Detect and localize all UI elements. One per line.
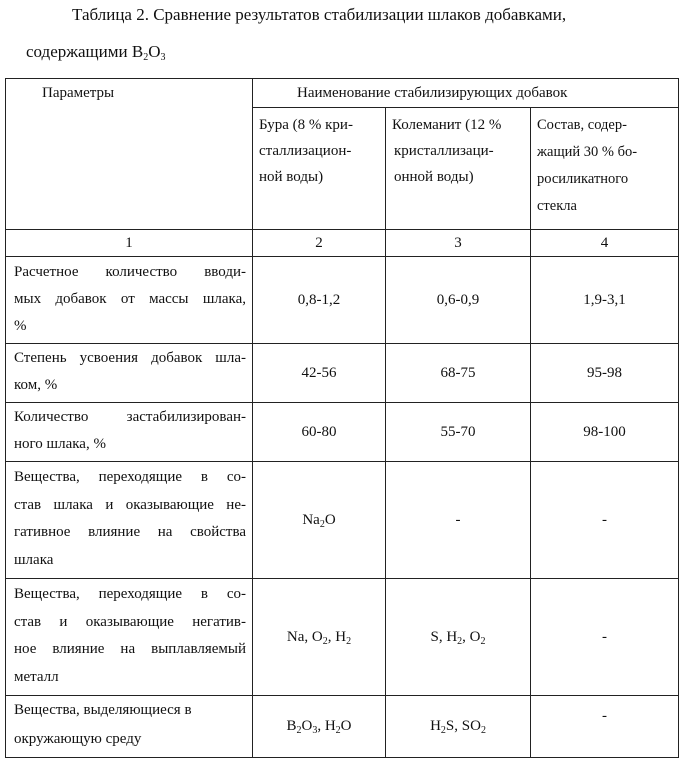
param-line: став и оказывающие негатив-	[14, 609, 246, 637]
header-line: стекла	[537, 193, 674, 220]
param-line: Степень усвоения добавок шла-	[14, 345, 246, 372]
value-cell: -	[531, 579, 679, 696]
value-cell	[253, 579, 386, 696]
param-line: металл	[14, 664, 246, 692]
column-number: 1	[6, 230, 253, 257]
param-line: Вещества, переходящие в со-	[14, 464, 246, 492]
value-cell: -	[386, 462, 531, 579]
header-line: Колеманит (12 %	[392, 112, 526, 138]
value-cell: -	[531, 462, 679, 579]
value-cell: -	[531, 696, 679, 758]
param-line: Вещества, переходящие в со-	[14, 581, 246, 609]
header-params: Параметры	[6, 79, 252, 104]
value-cell: 55-70	[386, 403, 531, 462]
formula-part: , H	[328, 629, 346, 645]
value-cell: 95-98	[531, 344, 679, 403]
formula-part: O	[341, 718, 352, 734]
value-cell	[253, 696, 386, 758]
header-kolemanit-cell	[386, 108, 531, 230]
formula-sub: 2	[323, 636, 328, 647]
formula-part: S, SO	[446, 718, 481, 734]
value-cell: 1,9-3,1	[531, 257, 679, 344]
param-line: ное влияние на выплавляемый	[14, 636, 246, 664]
formula-part: Na, O	[287, 629, 323, 645]
formula-part: B	[286, 718, 296, 734]
header-group-cell	[253, 79, 679, 108]
value-cell: 68-75	[386, 344, 531, 403]
formula-sub: 2	[481, 725, 486, 736]
param-cell	[6, 257, 253, 344]
param-line: Вещества, выделяющиеся в	[14, 696, 246, 725]
param-line: ного шлака, %	[14, 431, 246, 458]
caption-text: содержащими B	[26, 42, 143, 61]
param-line: Расчетное количество вводи-	[14, 259, 246, 286]
param-line: став шлака и оказывающие не-	[14, 492, 246, 520]
param-line: ком, %	[14, 372, 246, 399]
table-row	[6, 696, 679, 758]
formula-sub: 2	[481, 636, 486, 647]
value-cell: 60-80	[253, 403, 386, 462]
comparison-table	[5, 78, 679, 758]
header-line: Состав, содер-	[537, 112, 674, 139]
table-row	[6, 462, 679, 579]
value-cell	[386, 696, 531, 758]
param-line: шлака	[14, 547, 246, 575]
table-row	[6, 257, 679, 344]
value-cell	[386, 579, 531, 696]
header-line: сталлизацион-	[259, 138, 381, 164]
formula-sub: 2	[457, 636, 462, 647]
header-line: росиликатного	[537, 166, 674, 193]
value-cell: 42-56	[253, 344, 386, 403]
header-line: ной воды)	[259, 164, 381, 190]
param-cell	[6, 696, 253, 758]
value-cell: 0,8-1,2	[253, 257, 386, 344]
header-bura-cell	[253, 108, 386, 230]
header-line: онной воды)	[392, 164, 526, 190]
table-header-row	[6, 79, 679, 108]
header-line: Бура (8 % кри-	[259, 112, 381, 138]
header-line: кристаллизаци-	[392, 138, 526, 164]
caption-sub: 3	[160, 52, 165, 63]
header-group: Наименование стабилизирующих добавок	[253, 79, 678, 104]
formula-sub: 2	[320, 519, 325, 530]
formula-sub: 2	[336, 725, 341, 736]
header-line: жащий 30 % бо-	[537, 139, 674, 166]
formula-part: , O	[462, 629, 480, 645]
table-row	[6, 579, 679, 696]
formula-part: O	[325, 512, 336, 528]
formula-part: O	[301, 718, 312, 734]
table-row	[6, 403, 679, 462]
value-cell: 0,6-0,9	[386, 257, 531, 344]
column-number: 3	[386, 230, 531, 257]
param-cell	[6, 462, 253, 579]
caption-text: O	[148, 42, 160, 61]
formula-part: H	[430, 718, 441, 734]
param-line: %	[14, 313, 246, 340]
table-caption-line1: Таблица 2. Сравнение результатов стабилизации шлаков добавками,	[72, 5, 566, 25]
formula-part: , H	[317, 718, 335, 734]
param-cell	[6, 344, 253, 403]
header-sostav-cell	[531, 108, 679, 230]
formula-part: Na	[302, 512, 320, 528]
formula-sub: 2	[441, 725, 446, 736]
column-number: 2	[253, 230, 386, 257]
column-number: 4	[531, 230, 679, 257]
param-line: гативное влияние на свойства	[14, 519, 246, 547]
param-cell	[6, 403, 253, 462]
table-row	[6, 344, 679, 403]
caption-sub: 2	[143, 52, 148, 63]
value-cell	[253, 462, 386, 579]
formula-sub: 3	[312, 725, 317, 736]
value-cell: 98-100	[531, 403, 679, 462]
param-line: мых добавок от массы шлака,	[14, 286, 246, 313]
column-number-row	[6, 230, 679, 257]
table-caption-line2	[26, 42, 165, 62]
param-cell	[6, 579, 253, 696]
param-line: Количество застабилизирован-	[14, 404, 246, 431]
header-params-cell	[6, 79, 253, 230]
param-line: окружающую среду	[14, 725, 246, 754]
formula-sub: 2	[296, 725, 301, 736]
formula-sub: 2	[346, 636, 351, 647]
formula-part: S, H	[430, 629, 457, 645]
